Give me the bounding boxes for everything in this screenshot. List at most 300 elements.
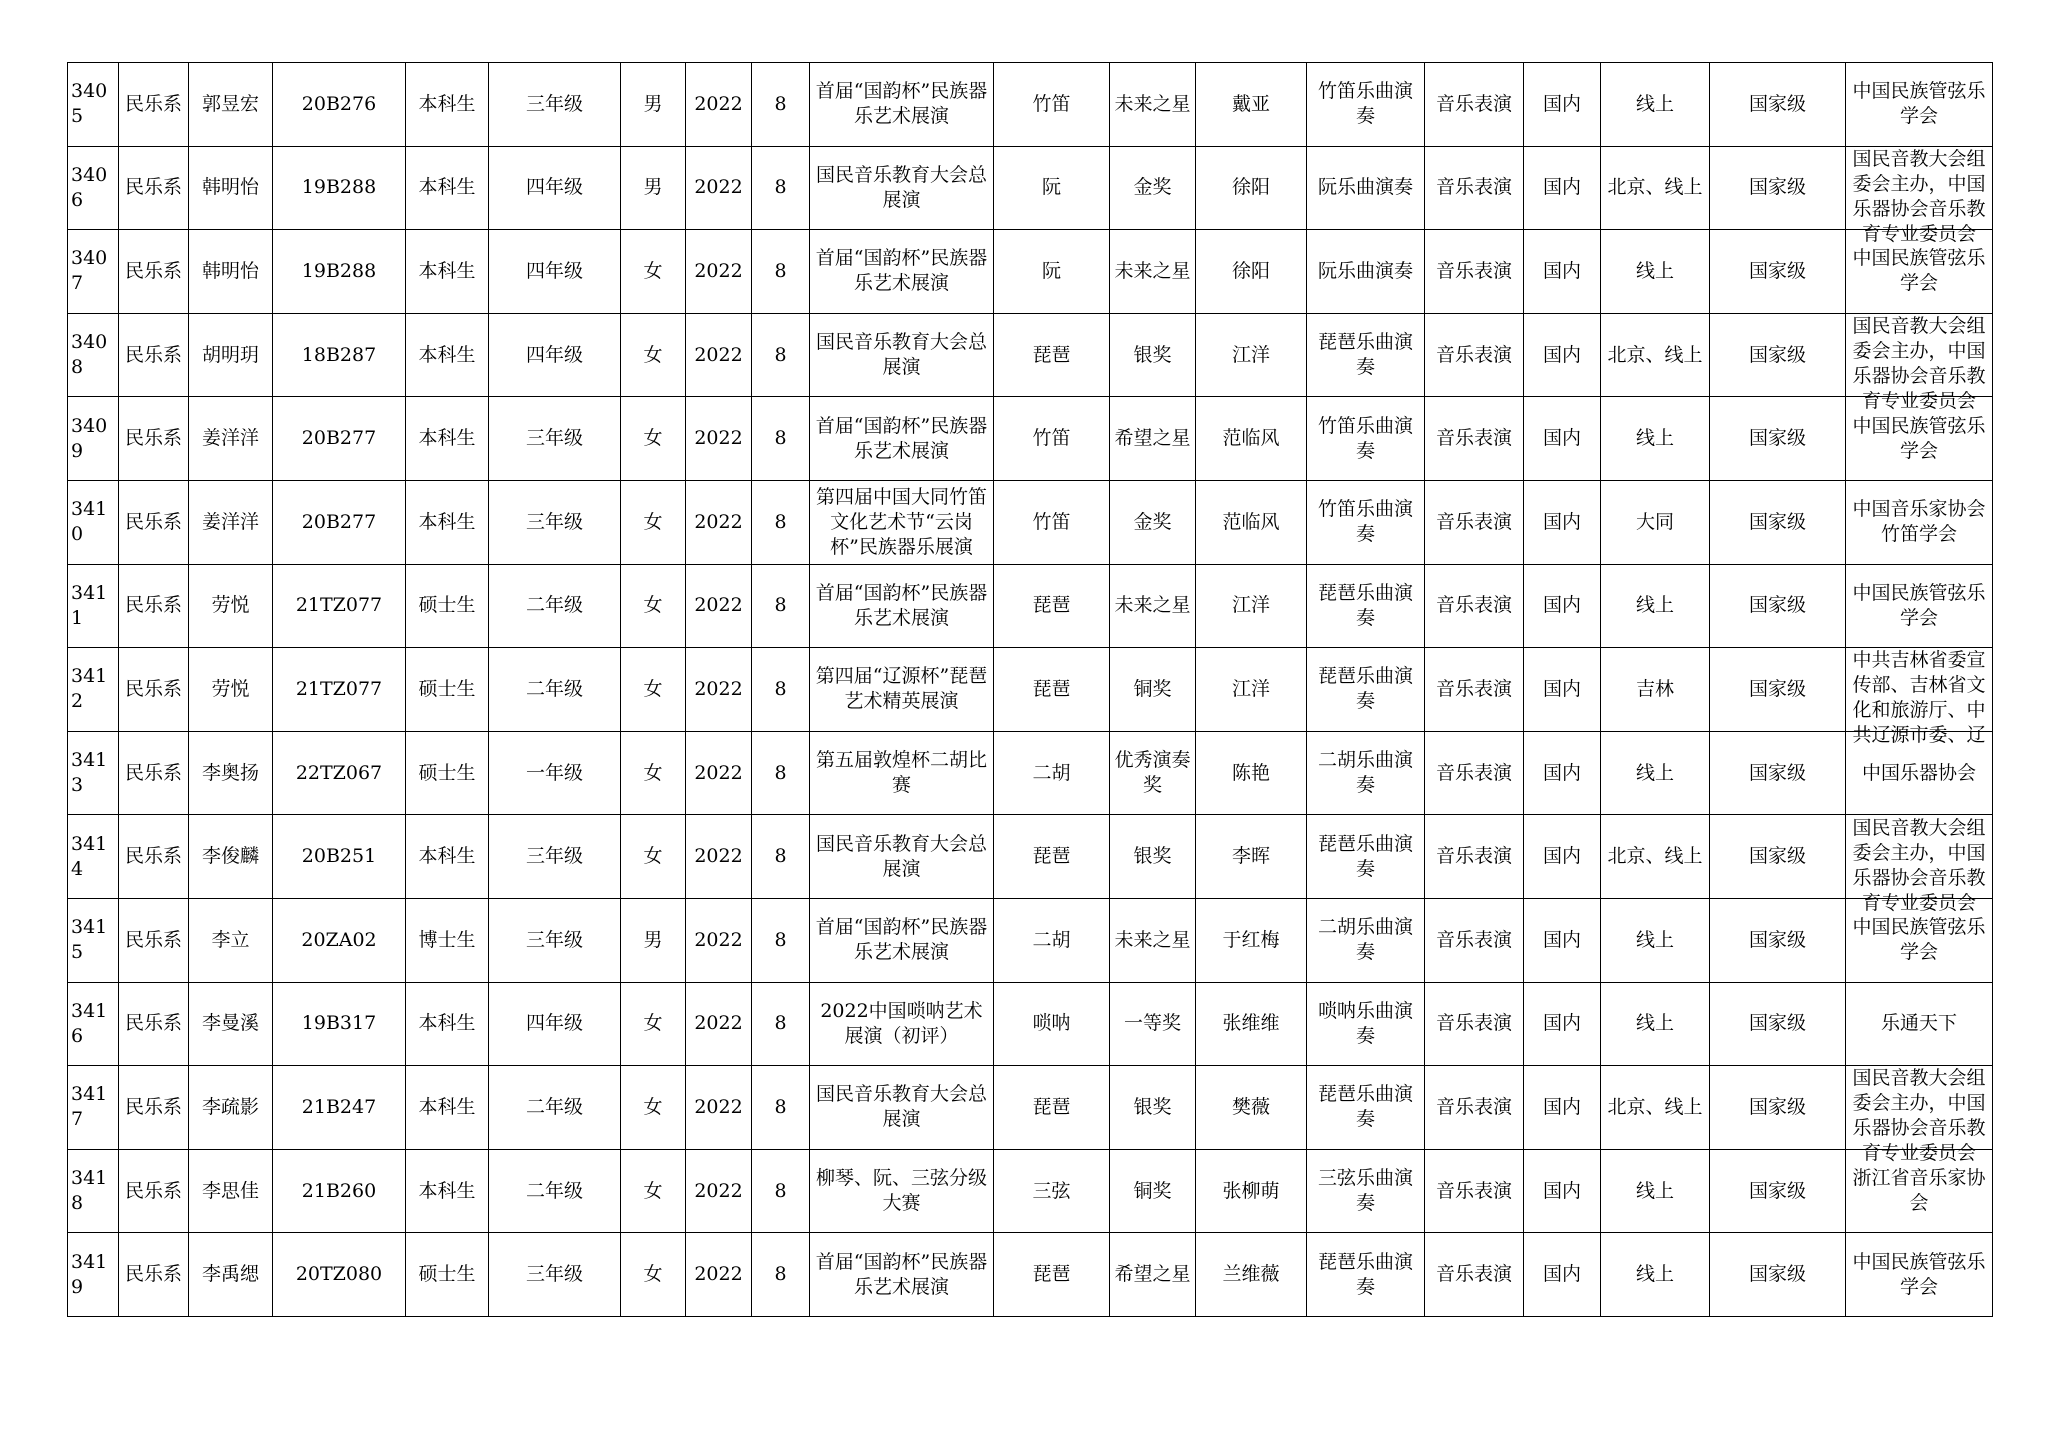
month-cell [752, 815, 810, 899]
student-number-cell [273, 397, 406, 481]
gender-text: 女 [643, 1012, 663, 1035]
table-body [68, 63, 1993, 1317]
scope-cell [1524, 815, 1601, 899]
department-text: 民乐系 [124, 845, 182, 868]
grade-cell [489, 731, 621, 815]
organizer-text: 乐通天下 [1880, 1012, 1957, 1035]
event-name-cell [810, 1233, 994, 1317]
level-text: 国家级 [1748, 594, 1806, 617]
department-text: 民乐系 [124, 1263, 182, 1286]
scope-cell [1524, 480, 1601, 564]
award-text: 银奖 [1133, 343, 1172, 366]
level-text: 国家级 [1748, 1095, 1806, 1118]
organizer-cell [1846, 1066, 1993, 1165]
category-text: 音乐表演 [1435, 1095, 1512, 1118]
department-text: 民乐系 [124, 427, 182, 450]
location-text: 线上 [1635, 259, 1674, 282]
scope-cell [1524, 982, 1601, 1066]
student-number-text: 20B276 [301, 92, 377, 115]
instrument-text: 琵琶 [1032, 343, 1071, 366]
table-row [68, 1233, 1993, 1317]
scope-text: 国内 [1542, 92, 1581, 115]
department-text: 民乐系 [124, 1012, 182, 1035]
year-text: 2022 [694, 92, 743, 115]
record-id-text: 3417 [71, 1083, 108, 1131]
category-cell [1425, 146, 1524, 230]
work-text: 阮乐曲演奏 [1317, 176, 1413, 199]
month-cell [752, 1066, 810, 1150]
level-text: 国家级 [1748, 1179, 1806, 1202]
event-name-cell [810, 564, 994, 648]
category-cell [1425, 1066, 1524, 1150]
location-text: 北京、线上 [1607, 1095, 1703, 1118]
record-id-text: 3413 [71, 749, 108, 797]
department-text: 民乐系 [124, 928, 182, 951]
location-cell [1601, 1233, 1710, 1317]
student-name-text: 姜洋洋 [201, 427, 259, 450]
degree-text: 硕士生 [418, 677, 476, 700]
location-cell [1601, 1066, 1710, 1150]
teacher-cell [1196, 982, 1307, 1066]
student-number-cell [273, 1149, 406, 1233]
award-text: 未来之星 [1114, 92, 1191, 115]
instrument-cell [994, 146, 1110, 230]
degree-cell [406, 480, 489, 564]
location-cell [1601, 982, 1710, 1066]
category-cell [1425, 982, 1524, 1066]
month-cell [752, 1149, 810, 1233]
award-text: 未来之星 [1114, 928, 1191, 951]
degree-text: 本科生 [418, 343, 476, 366]
award-text: 未来之星 [1114, 259, 1191, 282]
month-text: 8 [774, 928, 787, 951]
instrument-text: 竹笛 [1032, 510, 1071, 533]
gender-text: 男 [643, 92, 663, 115]
event-name-text: 第四届“辽源杯”琵琶艺术精英展演 [815, 665, 988, 713]
gender-cell [621, 982, 686, 1066]
instrument-cell [994, 564, 1110, 648]
record-id-text: 3415 [71, 916, 108, 964]
scope-cell [1524, 230, 1601, 314]
table-row [68, 146, 1993, 230]
location-cell [1601, 230, 1710, 314]
instrument-text: 琵琶 [1032, 1263, 1071, 1286]
category-text: 音乐表演 [1435, 1179, 1512, 1202]
year-cell [686, 648, 752, 732]
grade-text: 一年级 [525, 761, 583, 784]
record-id-text: 3405 [71, 80, 108, 128]
grade-text: 二年级 [525, 594, 583, 617]
teacher-cell [1196, 230, 1307, 314]
teacher-text: 陈艳 [1231, 761, 1270, 784]
degree-cell [406, 815, 489, 899]
work-text: 二胡乐曲演奏 [1317, 749, 1413, 797]
record-id-cell [68, 564, 119, 648]
awards-table [67, 62, 1993, 1317]
instrument-cell [994, 898, 1110, 982]
category-text: 音乐表演 [1435, 1263, 1512, 1286]
month-cell [752, 480, 810, 564]
teacher-cell [1196, 1066, 1307, 1150]
category-cell [1425, 648, 1524, 732]
work-text: 琵琶乐曲演奏 [1317, 665, 1413, 713]
department-text: 民乐系 [124, 594, 182, 617]
location-text: 北京、线上 [1607, 176, 1703, 199]
grade-text: 四年级 [525, 1012, 583, 1035]
gender-cell [621, 1233, 686, 1317]
teacher-text: 徐阳 [1231, 259, 1270, 282]
award-cell [1110, 564, 1196, 648]
scope-cell [1524, 397, 1601, 481]
student-number-text: 20B251 [301, 845, 377, 868]
department-cell [119, 898, 189, 982]
teacher-cell [1196, 313, 1307, 397]
grade-text: 三年级 [525, 427, 583, 450]
scope-cell [1524, 63, 1601, 147]
category-cell [1425, 63, 1524, 147]
degree-cell [406, 1066, 489, 1150]
student-number-text: 19B288 [301, 259, 377, 282]
location-text: 北京、线上 [1607, 343, 1703, 366]
teacher-text: 兰维薇 [1222, 1263, 1280, 1286]
department-cell [119, 397, 189, 481]
month-text: 8 [774, 510, 787, 533]
scope-text: 国内 [1542, 1095, 1581, 1118]
instrument-cell [994, 1233, 1110, 1317]
location-text: 线上 [1635, 427, 1674, 450]
department-text: 民乐系 [124, 176, 182, 199]
gender-cell [621, 397, 686, 481]
month-cell [752, 63, 810, 147]
location-cell [1601, 313, 1710, 397]
award-text: 未来之星 [1114, 594, 1191, 617]
year-text: 2022 [694, 1263, 743, 1286]
month-text: 8 [774, 1095, 787, 1118]
department-text: 民乐系 [124, 510, 182, 533]
record-id-cell [68, 397, 119, 481]
student-name-cell [189, 63, 273, 147]
award-cell [1110, 1066, 1196, 1150]
organizer-cell [1846, 313, 1993, 413]
work-cell [1307, 230, 1425, 314]
student-number-text: 20ZA02 [301, 928, 377, 951]
grade-cell [489, 397, 621, 481]
gender-text: 女 [643, 510, 663, 533]
location-text: 大同 [1635, 510, 1674, 533]
grade-cell [489, 146, 621, 230]
scope-text: 国内 [1542, 845, 1581, 868]
event-name-cell [810, 648, 994, 732]
degree-text: 本科生 [418, 176, 476, 199]
record-id-cell [68, 982, 119, 1066]
month-text: 8 [774, 1179, 787, 1202]
category-cell [1425, 815, 1524, 899]
student-name-cell [189, 648, 273, 732]
category-text: 音乐表演 [1435, 761, 1512, 784]
instrument-text: 琵琶 [1032, 594, 1071, 617]
scope-cell [1524, 1233, 1601, 1317]
student-number-text: 20B277 [301, 427, 377, 450]
grade-text: 三年级 [525, 510, 583, 533]
student-number-cell [273, 230, 406, 314]
organizer-text: 国民音教大会组委会主办，中国乐器协会音乐教育专业委员会 [1852, 147, 1986, 245]
gender-text: 女 [643, 427, 663, 450]
location-text: 线上 [1635, 761, 1674, 784]
grade-cell [489, 564, 621, 648]
level-cell [1710, 1149, 1846, 1233]
student-name-cell [189, 1066, 273, 1150]
year-cell [686, 1066, 752, 1150]
level-text: 国家级 [1748, 1263, 1806, 1286]
level-text: 国家级 [1748, 510, 1806, 533]
organizer-text: 国民音教大会组委会主办，中国乐器协会音乐教育专业委员会 [1852, 315, 1986, 413]
level-cell [1710, 982, 1846, 1066]
category-cell [1425, 564, 1524, 648]
work-text: 竹笛乐曲演奏 [1317, 80, 1413, 128]
award-cell [1110, 731, 1196, 815]
event-name-text: 国民音乐教育大会总展演 [815, 331, 987, 379]
level-text: 国家级 [1748, 343, 1806, 366]
event-name-cell [810, 146, 994, 230]
student-number-cell [273, 1066, 406, 1150]
gender-cell [621, 815, 686, 899]
degree-text: 本科生 [418, 845, 476, 868]
student-number-text: 18B287 [301, 343, 377, 366]
category-cell [1425, 1149, 1524, 1233]
organizer-cell [1846, 982, 1993, 1066]
month-text: 8 [774, 176, 787, 199]
scope-cell [1524, 1149, 1601, 1233]
grade-text: 四年级 [525, 176, 583, 199]
organizer-cell [1846, 63, 1993, 147]
work-cell [1307, 815, 1425, 899]
organizer-cell [1846, 1233, 1993, 1317]
instrument-cell [994, 230, 1110, 314]
grade-cell [489, 1233, 621, 1317]
year-cell [686, 815, 752, 899]
award-text: 金奖 [1133, 510, 1172, 533]
table-row [68, 1066, 1993, 1150]
gender-cell [621, 230, 686, 314]
work-cell [1307, 898, 1425, 982]
scope-cell [1524, 146, 1601, 230]
organizer-text: 中国民族管弦乐学会 [1852, 247, 1986, 295]
organizer-cell [1846, 815, 1993, 914]
instrument-text: 阮 [1041, 176, 1061, 199]
student-name-text: 胡明玥 [201, 343, 259, 366]
student-number-cell [273, 313, 406, 397]
month-cell [752, 731, 810, 815]
scope-cell [1524, 648, 1601, 732]
work-cell [1307, 1149, 1425, 1233]
grade-cell [489, 1066, 621, 1150]
level-cell [1710, 63, 1846, 147]
month-cell [752, 146, 810, 230]
department-text: 民乐系 [124, 677, 182, 700]
grade-cell [489, 313, 621, 397]
record-id-text: 3416 [71, 999, 108, 1047]
month-text: 8 [774, 677, 787, 700]
gender-text: 女 [643, 259, 663, 282]
event-name-text: 第四届中国大同竹笛文化艺术节“云岗杯”民族器乐展演 [815, 485, 987, 558]
department-cell [119, 648, 189, 732]
student-name-cell [189, 564, 273, 648]
event-name-text: 首届“国韵杯”民族器乐艺术展演 [815, 247, 988, 295]
award-text: 金奖 [1133, 176, 1172, 199]
year-cell [686, 230, 752, 314]
location-text: 北京、线上 [1607, 845, 1703, 868]
student-name-text: 姜洋洋 [201, 510, 259, 533]
location-text: 线上 [1635, 92, 1674, 115]
degree-text: 本科生 [418, 92, 476, 115]
year-text: 2022 [694, 176, 743, 199]
student-number-cell [273, 982, 406, 1066]
level-text: 国家级 [1748, 92, 1806, 115]
grade-text: 二年级 [525, 677, 583, 700]
year-text: 2022 [694, 343, 743, 366]
record-id-text: 3407 [71, 247, 108, 295]
student-name-text: 韩明怡 [201, 176, 259, 199]
department-cell [119, 564, 189, 648]
location-cell [1601, 1149, 1710, 1233]
location-cell [1601, 898, 1710, 982]
scope-cell [1524, 731, 1601, 815]
award-cell [1110, 397, 1196, 481]
record-id-text: 3406 [71, 163, 108, 211]
teacher-text: 范临风 [1222, 510, 1280, 533]
work-text: 琵琶乐曲演奏 [1317, 832, 1413, 880]
student-number-text: 21TZ077 [295, 677, 383, 700]
month-text: 8 [774, 427, 787, 450]
department-cell [119, 731, 189, 815]
event-name-cell [810, 1066, 994, 1150]
instrument-text: 二胡 [1032, 761, 1071, 784]
student-number-text: 19B288 [301, 176, 377, 199]
student-name-cell [189, 731, 273, 815]
location-text: 线上 [1635, 1263, 1674, 1286]
category-text: 音乐表演 [1435, 594, 1512, 617]
work-cell [1307, 982, 1425, 1066]
month-cell [752, 397, 810, 481]
teacher-cell [1196, 1149, 1307, 1233]
student-name-cell [189, 898, 273, 982]
year-cell [686, 146, 752, 230]
organizer-text: 中国乐器协会 [1861, 761, 1976, 784]
location-cell [1601, 146, 1710, 230]
table-row [68, 648, 1993, 732]
work-cell [1307, 397, 1425, 481]
event-name-cell [810, 815, 994, 899]
table-row [68, 230, 1993, 314]
grade-text: 二年级 [525, 1095, 583, 1118]
record-id-cell [68, 63, 119, 147]
award-text: 铜奖 [1133, 677, 1172, 700]
year-text: 2022 [694, 594, 743, 617]
category-text: 音乐表演 [1435, 1012, 1512, 1035]
degree-cell [406, 230, 489, 314]
student-number-cell [273, 480, 406, 564]
year-text: 2022 [694, 1012, 743, 1035]
location-text: 线上 [1635, 1179, 1674, 1202]
teacher-cell [1196, 146, 1307, 230]
level-text: 国家级 [1748, 176, 1806, 199]
gender-text: 女 [643, 343, 663, 366]
teacher-text: 李晖 [1231, 845, 1270, 868]
organizer-text: 国民音教大会组委会主办，中国乐器协会音乐教育专业委员会 [1852, 1067, 1986, 1165]
month-text: 8 [774, 259, 787, 282]
gender-cell [621, 480, 686, 564]
award-cell [1110, 648, 1196, 732]
table-row [68, 898, 1993, 982]
record-id-text: 3408 [71, 331, 108, 379]
gender-text: 女 [643, 594, 663, 617]
month-text: 8 [774, 761, 787, 784]
level-cell [1710, 146, 1846, 230]
award-cell [1110, 1233, 1196, 1317]
month-cell [752, 230, 810, 314]
work-cell [1307, 1233, 1425, 1317]
student-name-text: 李立 [211, 928, 250, 951]
gender-cell [621, 648, 686, 732]
student-name-cell [189, 480, 273, 564]
student-number-text: 19B317 [301, 1012, 377, 1035]
degree-text: 本科生 [418, 1095, 476, 1118]
student-number-cell [273, 564, 406, 648]
month-cell [752, 313, 810, 397]
record-id-cell [68, 815, 119, 899]
organizer-cell [1846, 564, 1993, 648]
teacher-text: 于红梅 [1222, 928, 1280, 951]
level-cell [1710, 397, 1846, 481]
teacher-text: 戴亚 [1231, 92, 1270, 115]
event-name-cell [810, 63, 994, 147]
instrument-text: 琵琶 [1032, 677, 1071, 700]
student-number-cell [273, 731, 406, 815]
work-text: 竹笛乐曲演奏 [1317, 414, 1413, 462]
department-cell [119, 815, 189, 899]
instrument-text: 唢呐 [1032, 1012, 1071, 1035]
degree-text: 本科生 [418, 427, 476, 450]
year-text: 2022 [694, 1179, 743, 1202]
scope-text: 国内 [1542, 1179, 1581, 1202]
year-text: 2022 [694, 677, 743, 700]
degree-text: 本科生 [418, 1179, 476, 1202]
record-id-cell [68, 480, 119, 564]
scope-text: 国内 [1542, 594, 1581, 617]
level-cell [1710, 1233, 1846, 1317]
gender-cell [621, 1149, 686, 1233]
level-cell [1710, 815, 1846, 899]
department-cell [119, 1149, 189, 1233]
department-text: 民乐系 [124, 761, 182, 784]
teacher-cell [1196, 564, 1307, 648]
grade-text: 三年级 [525, 845, 583, 868]
work-text: 琵琶乐曲演奏 [1317, 1083, 1413, 1131]
teacher-cell [1196, 815, 1307, 899]
instrument-cell [994, 397, 1110, 481]
instrument-cell [994, 63, 1110, 147]
organizer-cell [1846, 146, 1993, 245]
instrument-cell [994, 648, 1110, 732]
student-name-text: 李疏影 [201, 1095, 259, 1118]
category-text: 音乐表演 [1435, 510, 1512, 533]
year-text: 2022 [694, 427, 743, 450]
degree-cell [406, 63, 489, 147]
student-name-text: 劳悦 [211, 677, 250, 700]
event-name-cell [810, 1149, 994, 1233]
teacher-text: 江洋 [1231, 594, 1270, 617]
degree-cell [406, 982, 489, 1066]
